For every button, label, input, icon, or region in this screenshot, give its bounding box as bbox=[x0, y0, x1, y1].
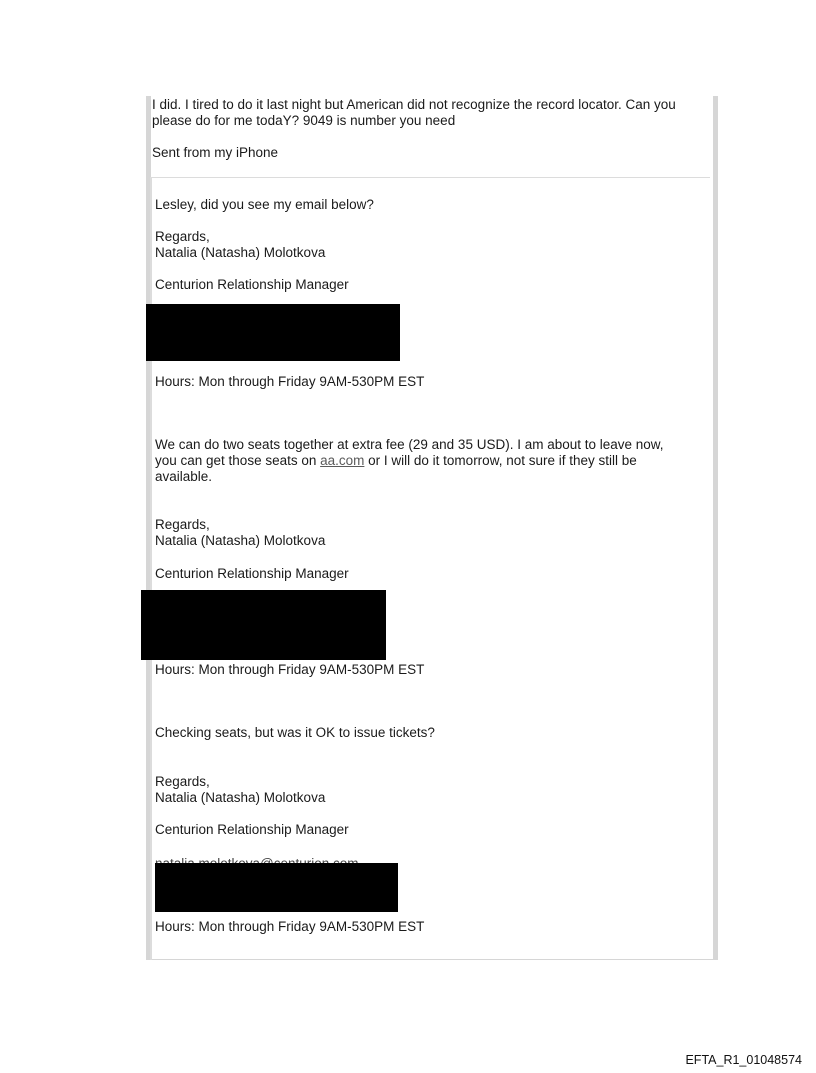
message-line-1: I did. I tired to do it last night but American did not recognize the record locator. Can you bbox=[152, 97, 676, 112]
email-2-sender-name: Natalia (Natasha) Molotkova bbox=[155, 533, 326, 548]
email-1-sender-name: Natalia (Natasha) Molotkova bbox=[155, 245, 326, 260]
document-id: EFTA_R1_01048574 bbox=[685, 1053, 802, 1067]
aa-com-link[interactable]: aa.com bbox=[320, 453, 365, 468]
message-line-2: please do for me todaY? 9049 is number you need bbox=[152, 113, 456, 128]
email-3-sender-name: Natalia (Natasha) Molotkova bbox=[155, 790, 326, 805]
email-2-line-2-start: you can get those seats on bbox=[155, 453, 321, 468]
email-2-line-2 bbox=[155, 453, 637, 469]
email-2-hours: Hours: Mon through Friday 9AM-530PM EST bbox=[155, 662, 425, 677]
email-3-hours: Hours: Mon through Friday 9AM-530PM EST bbox=[155, 919, 425, 934]
email-2-regards: Regards, bbox=[155, 517, 210, 532]
email-3-body: Checking seats, but was it OK to issue tickets? bbox=[155, 725, 435, 740]
sent-from-signature: Sent from my iPhone bbox=[152, 145, 279, 160]
email-2-sender-title: Centurion Relationship Manager bbox=[155, 566, 349, 581]
email-1-regards: Regards, bbox=[155, 229, 210, 244]
email-2-line-2-end: or I will do it tomorrow, not sure if they still be bbox=[364, 453, 637, 468]
redaction-block-2 bbox=[141, 590, 386, 660]
email-1-hours: Hours: Mon through Friday 9AM-530PM EST bbox=[155, 374, 425, 389]
email-1-sender-title: Centurion Relationship Manager bbox=[155, 277, 349, 292]
email-3-regards: Regards, bbox=[155, 774, 210, 789]
redaction-block-3 bbox=[155, 863, 398, 912]
redaction-block-1 bbox=[146, 304, 400, 361]
email-3-sender-title: Centurion Relationship Manager bbox=[155, 822, 349, 837]
email-2-line-3: available. bbox=[155, 469, 213, 484]
email-1-body: Lesley, did you see my email below? bbox=[155, 197, 374, 212]
email-2-line-1: We can do two seats together at extra fee (29 and 35 USD). I am about to leave now, bbox=[155, 437, 664, 452]
